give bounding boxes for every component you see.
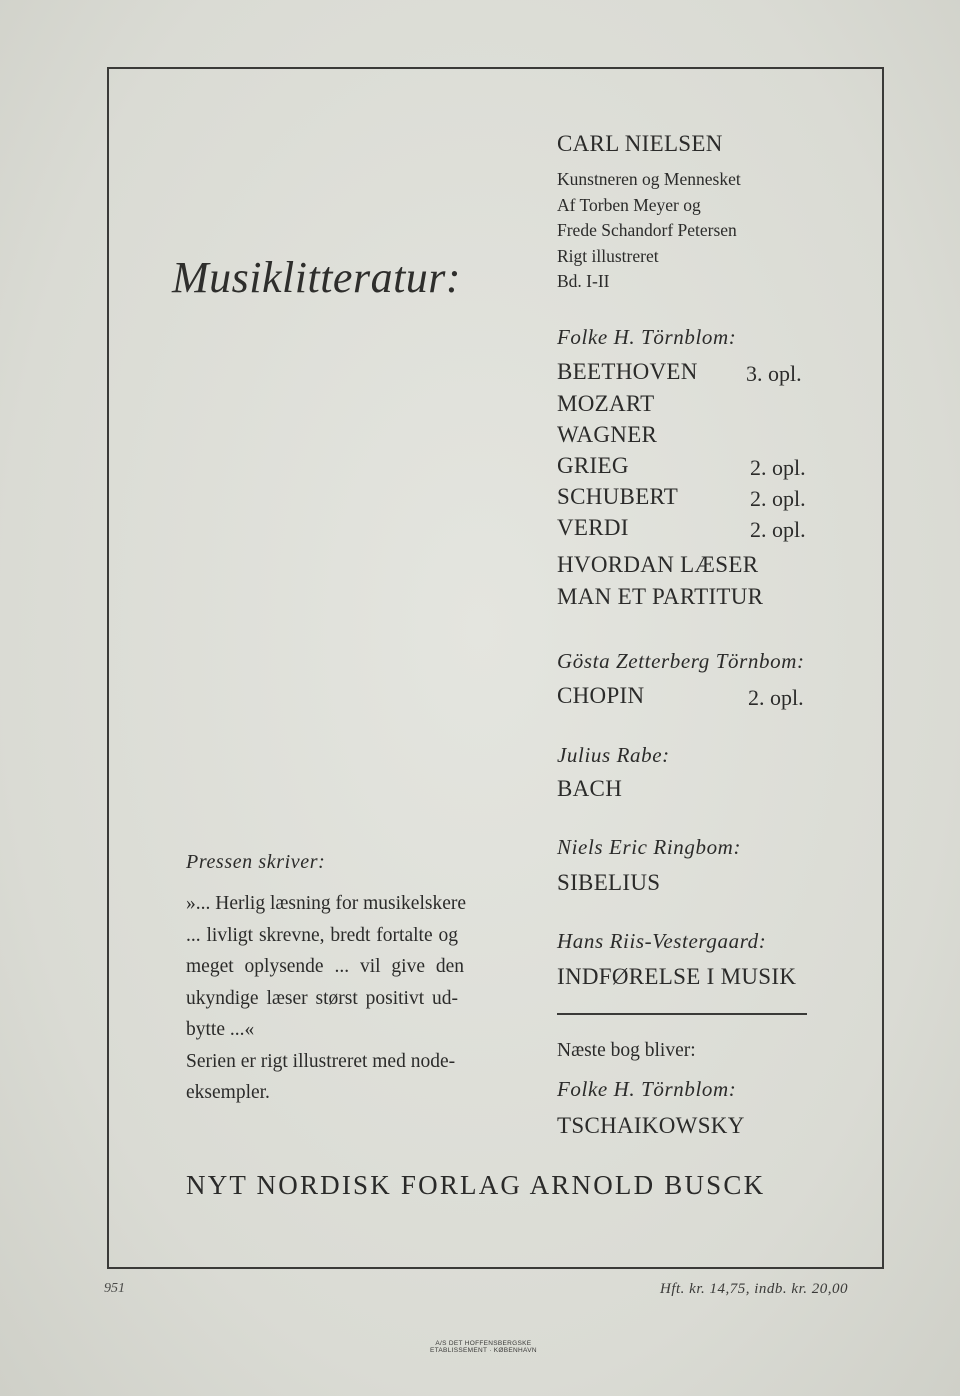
book-title: HVORDAN LÆSER bbox=[557, 552, 759, 577]
author-ringbom: Niels Eric Ringbom: bbox=[557, 835, 742, 859]
book-title: BACH bbox=[557, 776, 623, 801]
book-edition: 2. opl. bbox=[750, 486, 806, 511]
press-quote bbox=[186, 888, 527, 1109]
author-next: Folke H. Törnblom: bbox=[557, 1077, 737, 1101]
book-title: SIBELIUS bbox=[557, 870, 661, 895]
catalog-number: 951 bbox=[104, 1281, 125, 1296]
book-title: MOZART bbox=[557, 391, 655, 416]
heading: Musiklitteratur: bbox=[172, 253, 462, 302]
author-rabe: Julius Rabe: bbox=[557, 743, 670, 767]
detail-line: Frede Schandorf Petersen bbox=[557, 220, 737, 240]
book-title: TSCHAIKOWSKY bbox=[557, 1113, 745, 1138]
detail-line: Kunstneren og Mennesket bbox=[557, 169, 741, 189]
detail-line: Af Torben Meyer og bbox=[557, 194, 701, 215]
detail-line: Rigt illustreret bbox=[557, 245, 659, 266]
detail-line: Bd. I-II bbox=[557, 271, 610, 291]
book-edition: 3. opl. bbox=[746, 361, 802, 386]
book-title: SCHUBERT bbox=[557, 484, 679, 509]
quote-line: ... livligt skrevne, bredt fortalte og bbox=[186, 924, 458, 946]
quote-line: meget oplysende ... vil give den bbox=[186, 956, 465, 977]
next-book-label: Næste bog bliver: bbox=[557, 1040, 696, 1061]
divider bbox=[557, 1013, 807, 1015]
printer-line: ETABLISSEMENT · KØBENHAVN bbox=[430, 1347, 537, 1354]
printer-imprint bbox=[430, 1340, 537, 1354]
book-edition: 2. opl. bbox=[750, 517, 806, 542]
book-edition: 2. opl. bbox=[748, 685, 804, 710]
book-title: WAGNER bbox=[557, 422, 658, 447]
quote-line: ukyndige læser størst positivt ud- bbox=[186, 987, 458, 1009]
quote-line: Serien er rigt illustreret med node- bbox=[186, 1050, 456, 1072]
book-title: CHOPIN bbox=[557, 683, 645, 708]
quote-line: bytte ...« bbox=[186, 1019, 255, 1040]
book-edition: 2. opl. bbox=[750, 455, 806, 480]
press-heading: Pressen skriver: bbox=[186, 851, 326, 873]
carl-nielsen-title: CARL NIELSEN bbox=[557, 131, 723, 156]
carl-nielsen-details bbox=[557, 167, 741, 295]
author-vestergaard: Hans Riis-Vestergaard: bbox=[557, 929, 767, 953]
book-title: BEETHOVEN bbox=[557, 359, 698, 384]
book-title: INDFØRELSE I MUSIK bbox=[557, 964, 797, 989]
quote-line: »... Herlig læsning for musikelskere bbox=[186, 893, 466, 914]
quote-line: eksempler. bbox=[186, 1082, 270, 1103]
printer-line: A/S DET HOFFENSBERGSKE bbox=[435, 1340, 532, 1347]
book-title: GRIEG bbox=[557, 453, 629, 478]
book-title: VERDI bbox=[557, 515, 629, 540]
price: Hft. kr. 14,75, indb. kr. 20,00 bbox=[660, 1281, 848, 1297]
book-title: MAN ET PARTITUR bbox=[557, 584, 764, 609]
publisher: NYT NORDISK FORLAG ARNOLD BUSCK bbox=[186, 1170, 766, 1200]
author-zetterberg: Gösta Zetterberg Törnbom: bbox=[557, 649, 805, 673]
author-tornblom: Folke H. Törnblom: bbox=[557, 325, 737, 349]
